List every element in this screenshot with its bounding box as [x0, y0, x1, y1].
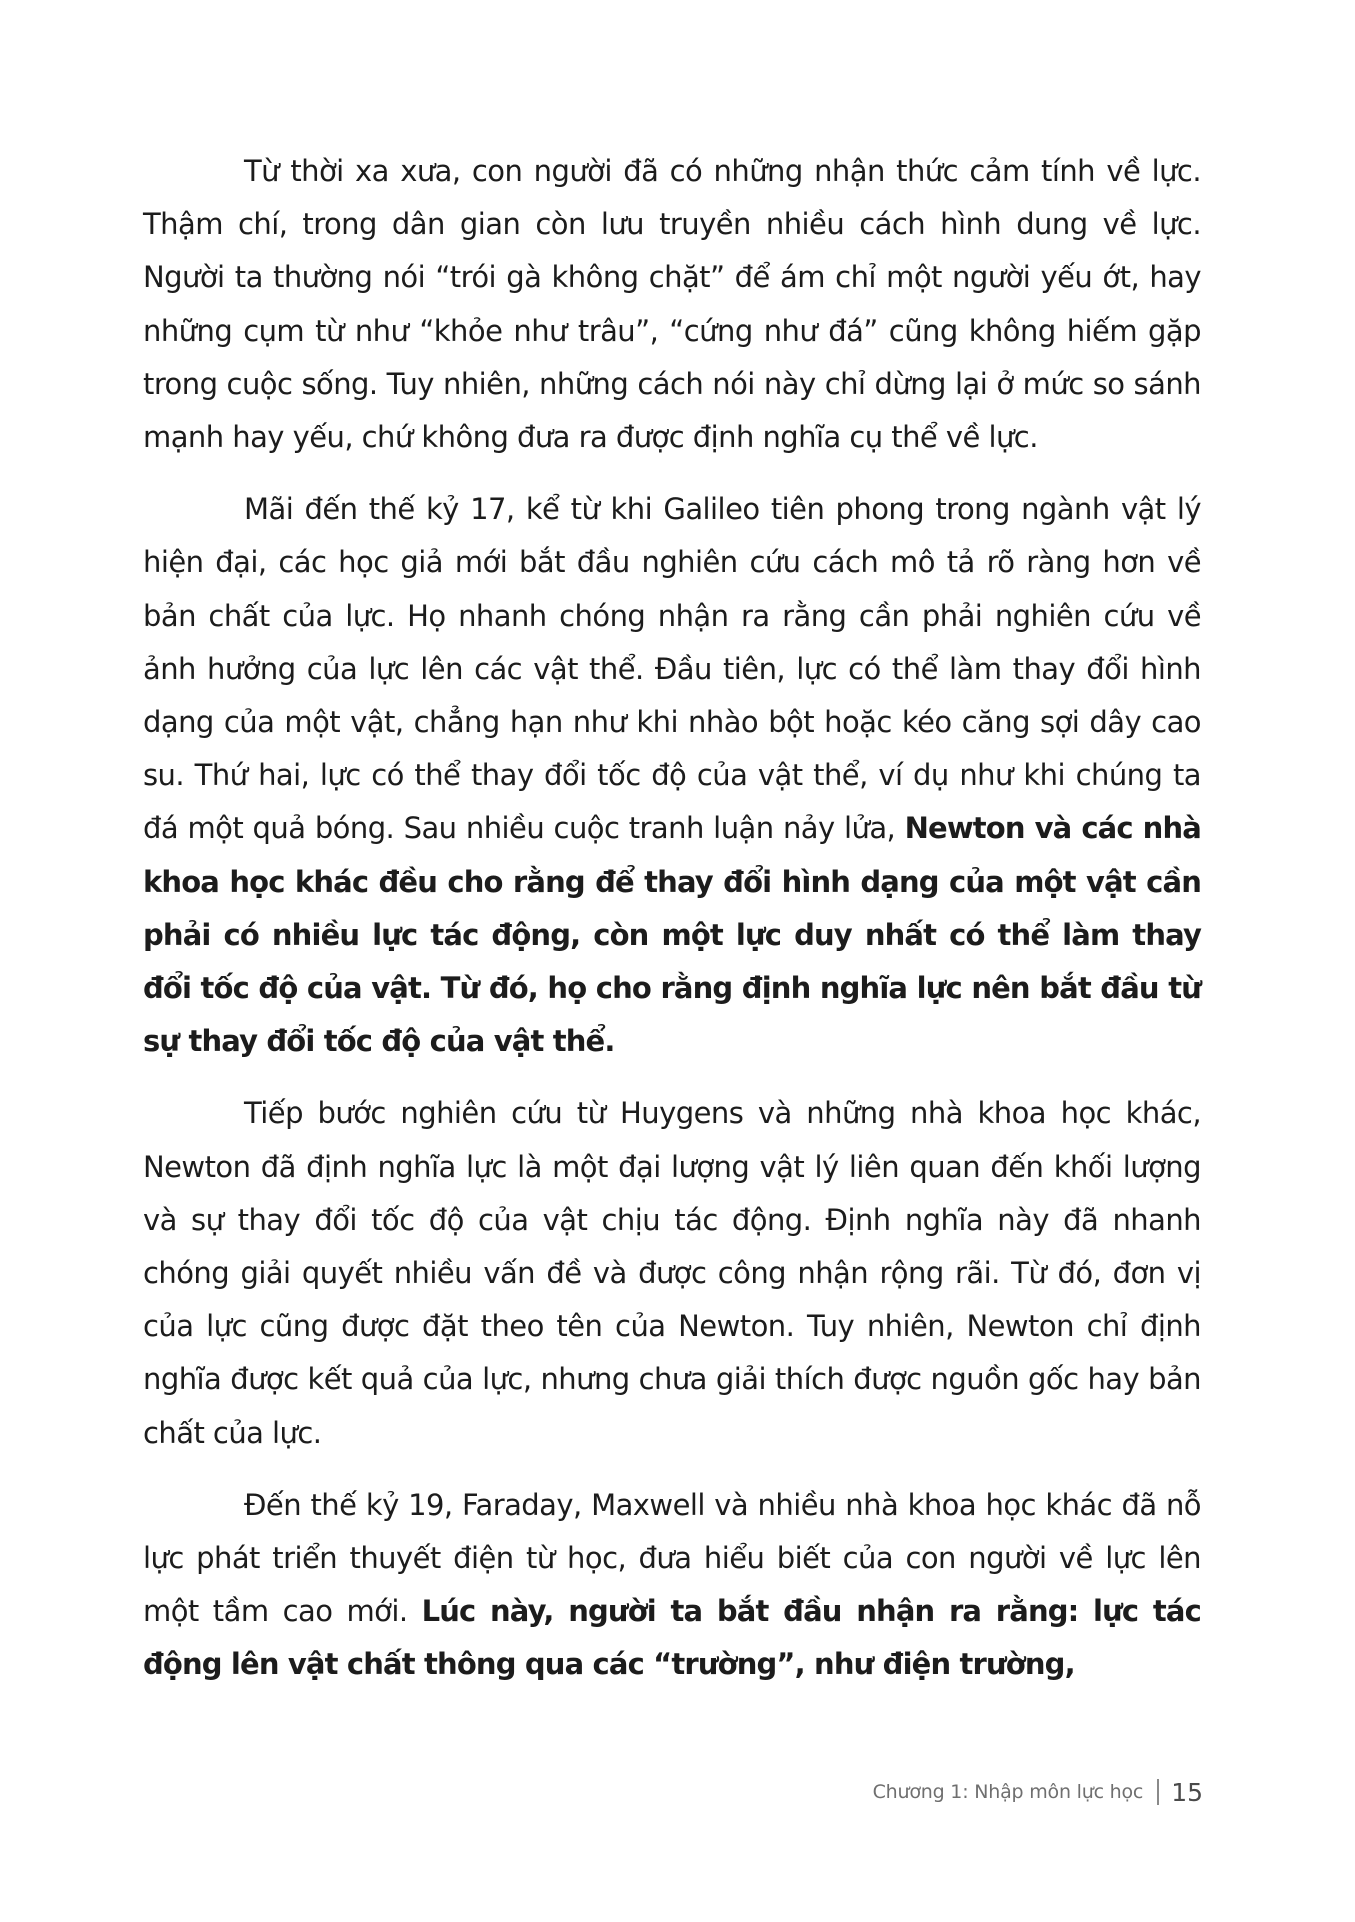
paragraph-2-text: Mãi đến thế kỷ 17, kể từ khi Galileo tiên phong trong ngành vật lý hiện đại, các học giả mới bắt đầu nghiên cứu cách mô tả rõ ràng hơn về bản chất của lực. Họ nhanh chóng nhận ra rằng cần phải nghiên cứu về ảnh hưởng của lực lên các vật thể. Đầu tiên, lực có thể làm thay đổi hình dạng của một vật, chẳng hạn như khi nhào bột hoặc kéo căng sợi dây cao su. Thứ hai, lực có thể thay đổi tốc độ của vật thể, ví dụ như khi chúng ta đá một quả bóng. Sau nhiều cuộc tranh luận nảy lửa,: [143, 492, 1201, 846]
paragraph-3-text: Tiếp bước nghiên cứu từ Huygens và những nhà khoa học khác, Newton đã định nghĩa lực là một đại lượng vật lý liên quan đến khối lượng và sự thay đổi tốc độ của vật chịu tác động. Định nghĩa này đã nhanh chóng giải quyết nhiều vấn đề và được công nhận rộng rãi. Từ đó, đơn vị của lực cũng được đặt theo tên của Newton. Tuy nhiên, Newton chỉ định nghĩa được kết quả của lực, nhưng chưa giải thích được nguồn gốc hay bản chất của lực.: [143, 1096, 1201, 1450]
paragraph-3: [143, 1087, 1201, 1459]
page-number: 15: [1171, 1777, 1203, 1807]
paragraph-2: [143, 483, 1201, 1068]
paragraph-1: [143, 145, 1201, 464]
paragraph-1-text: Từ thời xa xưa, con người đã có những nhận thức cảm tính về lực. Thậm chí, trong dân gian còn lưu truyền nhiều cách hình dung về lực. Người ta thường nói “trói gà không chặt” để ám chỉ một người yếu ớt, hay những cụm từ như “khỏe như trâu”, “cứng như đá” cũng không hiếm gặp trong cuộc sống. Tuy nhiên, những cách nói này chỉ dừng lại ở mức so sánh mạnh hay yếu, chứ không đưa ra được định nghĩa cụ thể về lực.: [143, 154, 1201, 455]
paragraph-4-text: Đến thế kỷ 19, Faraday, Maxwell và nhiều nhà khoa học khác đã nỗ lực phát triển thuyết điện từ học, đưa hiểu biết của con người về lực lên một tầm cao mới.: [143, 1487, 1201, 1629]
paragraph-4: [143, 1479, 1201, 1692]
paragraph-4-bold-text: Lúc này, người ta bắt đầu nhận ra rằng: lực tác động lên vật chất thông qua các “trường”, như điện trường,: [143, 1594, 1201, 1682]
page-footer: [873, 1772, 1203, 1812]
paragraph-2-bold-text: Newton và các nhà khoa học khác đều cho rằng để thay đổi hình dạng của một vật cần phải có nhiều lực tác động, còn một lực duy nhất có thể làm thay đổi tốc độ của vật. Từ đó, họ cho rằng định nghĩa lực nên bắt đầu từ sự thay đổi tốc độ của vật thể.: [143, 811, 1201, 1059]
footer-divider: [1157, 1779, 1159, 1805]
running-footer-chapter: Chương 1: Nhập môn lực học: [872, 1781, 1144, 1803]
body-text: [143, 145, 1201, 1711]
